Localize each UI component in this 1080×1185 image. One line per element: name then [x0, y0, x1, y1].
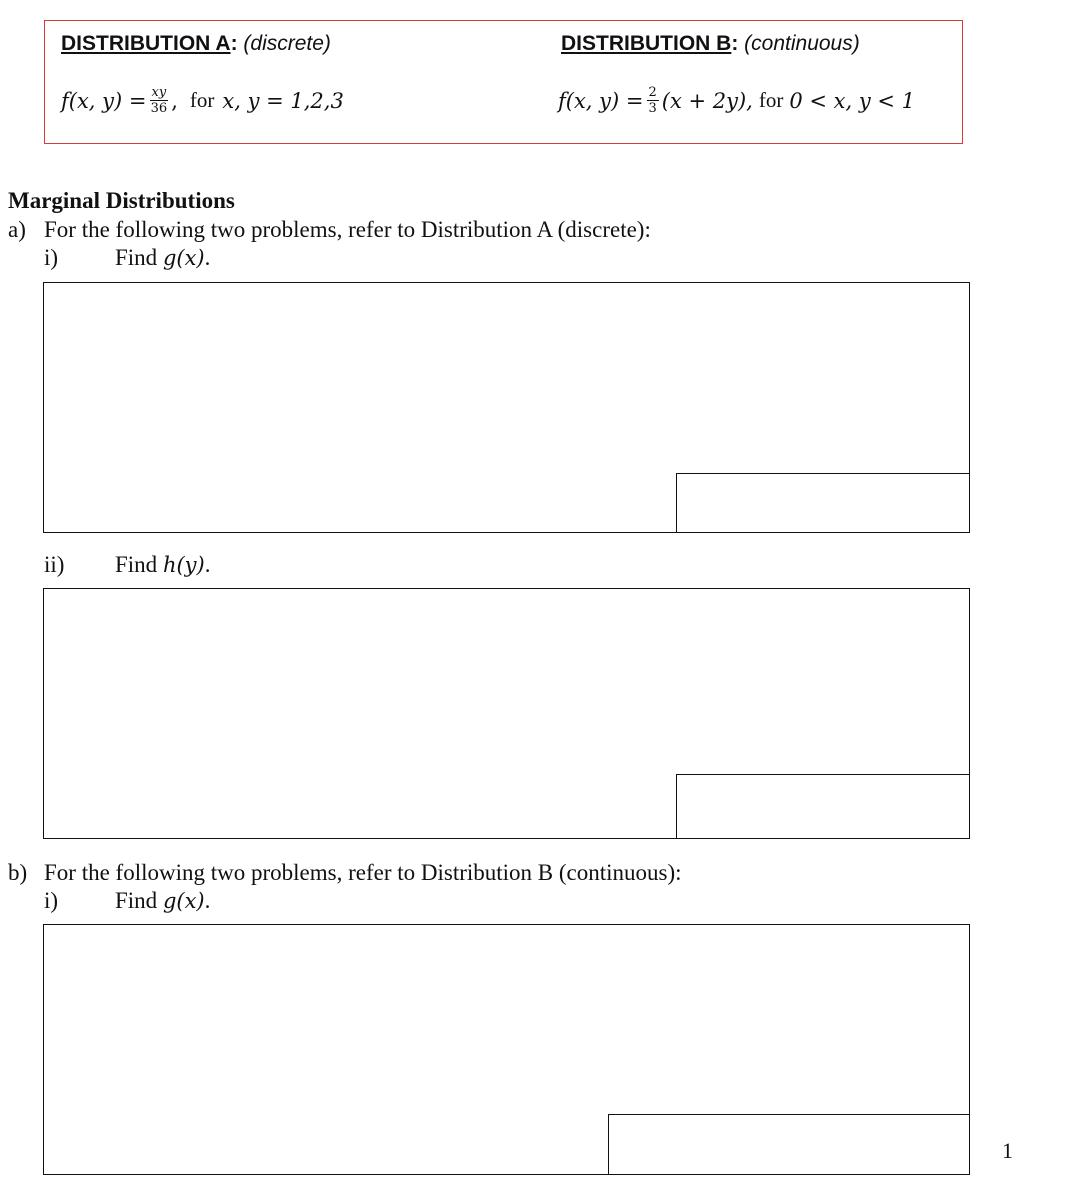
page-number: 1: [1002, 1138, 1013, 1163]
score-box-a-i[interactable]: [676, 473, 970, 533]
part-b-prompt: For the following two problems, refer to Distribution B (continuous):: [44, 860, 682, 885]
distribution-b-title: DISTRIBUTION B: [561, 32, 732, 55]
question-b-i-prompt: Find g(x).: [115, 888, 211, 913]
distribution-a-title: DISTRIBUTION A: [61, 32, 231, 55]
section-title: Marginal Distributions: [8, 188, 235, 213]
part-a-label: a): [8, 217, 26, 242]
distribution-b-fraction: $\frac{2}{3}$: [648, 85, 657, 116]
question-b-i-expression: g(x): [162, 889, 205, 913]
question-a-ii-label: ii): [44, 552, 65, 577]
part-b-label: b): [8, 860, 28, 885]
distribution-a-type: (discrete): [243, 32, 331, 55]
distribution-b-heading: DISTRIBUTION B: (continuous): [561, 32, 860, 55]
distribution-a-heading: DISTRIBUTION A: (discrete): [61, 32, 331, 55]
question-a-ii-prompt: Find h(y).: [115, 552, 211, 577]
question-a-i-expression: g(x): [162, 246, 205, 270]
distribution-b-type: (continuous): [744, 32, 860, 55]
score-box-a-ii[interactable]: [676, 774, 970, 839]
question-b-i-label: i): [44, 888, 59, 913]
question-a-ii-expression: h(y): [162, 553, 205, 577]
distribution-a-formula: f(x, y) = $\frac{xy}{36}$ , for x, y = 1,2,3: [61, 85, 344, 116]
score-box-b-i[interactable]: [608, 1114, 970, 1175]
distribution-b-formula: f(x, y) = $\frac{2}{3}$ (x + 2y), for 0 < x, y < 1: [558, 85, 916, 116]
distribution-a-fraction: $\frac{xy}{36}$: [150, 85, 168, 116]
question-a-i-label: i): [44, 245, 59, 270]
question-a-i-prompt: Find g(x).: [115, 245, 211, 270]
part-a-prompt: For the following two problems, refer to Distribution A (discrete):: [44, 217, 651, 242]
